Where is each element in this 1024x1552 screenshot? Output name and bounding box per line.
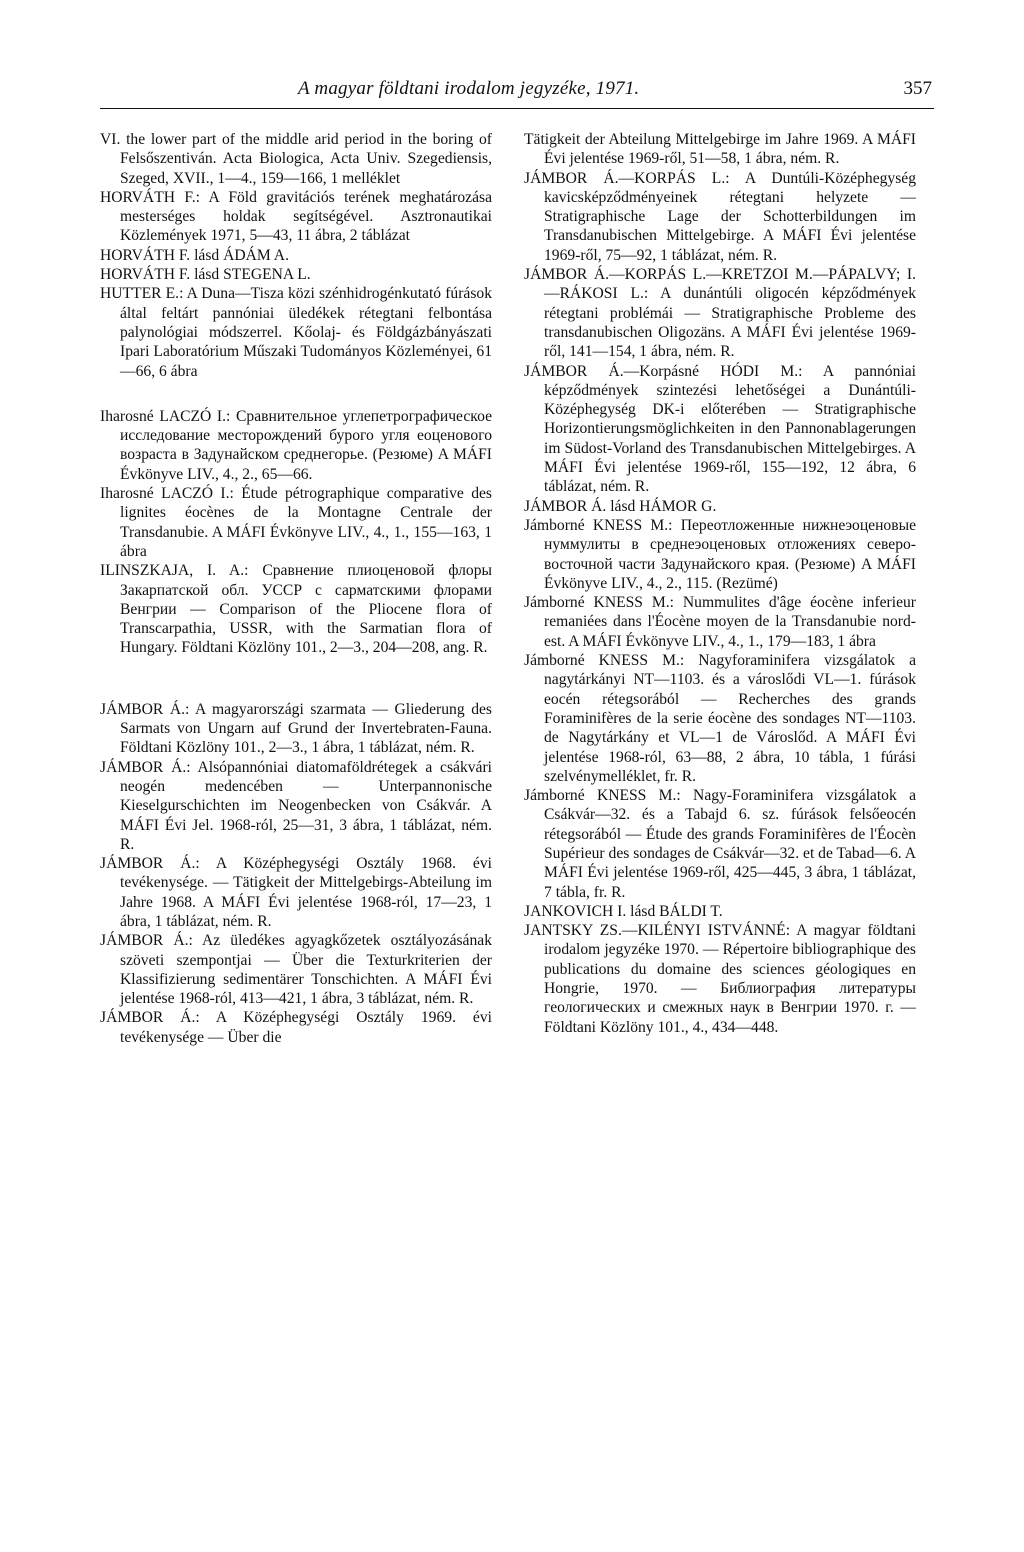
right-column (524, 130, 916, 1037)
bibliography-entry: JÁMBOR Á. lásd HÁMOR G. (524, 497, 717, 515)
bibliography-entry: Iharosné LACZÓ I.: Étude pétrographique comparative des lignites éocènes de la Montagne Centrale der Transdanubie. A MÁFI Évkönyve LIV., 4., 1., 155—163, 1 ábra (100, 485, 492, 560)
bibliography-entry: JÁMBOR Á.: A Középhegységi Osztály 1969. évi tevékenysége — Über die (100, 1009, 492, 1046)
running-header (100, 74, 934, 109)
bibliography-entry: HORVÁTH F. lásd ÁDÁM A. (100, 246, 289, 264)
bibliography-entry: Jámborné KNESS M.: Nagy-Foraminifera vizsgálatok a Csákvár—32. és a Tabajd 6. sz. fúrások felsőeocén rétegsorából — Étude des grands Foraminifères de l'Éocèn Supérieur des sondages de Csákvár—32. et de Tabad—6. A MÁFI Évi jelentése 1969-ről, 425—445, 3 ábra, 1 táblázat, 7 tábla, fr. R. (524, 787, 916, 901)
bibliography-entry: HORVÁTH F. lásd STEGENA L. (100, 266, 311, 284)
bibliography-entry: JANKOVICH I. lásd BÁLDI T. (524, 902, 723, 920)
bibliography-entry: JÁMBOR Á.: A Középhegységi Osztály 1968. évi tevékenysége. — Tätigkeit der Mittelgebirgs-Abteilung im Jahre 1968. A MÁFI Évi jelentése 1968-ról, 17—23, 1 ábra, 1 táblázat, ném. R. (100, 855, 492, 930)
bibliography-entry: Jámborné KNESS M.: Переотложенные нижнеэоценовые нуммулиты в среднеэоценовых отложениях северо-восточной части Задунайского края. (Резюме) A MÁFI Évkönyve LIV., 4., 2., 115. (Rezümé) (524, 516, 916, 592)
left-column (100, 130, 492, 1047)
bibliography-entry-continued: Tätigkeit der Abteilung Mittelgebirge im Jahre 1969. A MÁFI Évi jelentése 1969-ről, 51—58, 1 ábra, ném. R. (524, 131, 916, 168)
bibliography-entry: JÁMBOR Á.: Az üledékes agyagkőzetek osztályozásának szöveti szempontjai — Über die Texturkriterien der Klassifizierung sedimentärer Tonschichten. A MÁFI Évi jelentése 1968-ról, 413—421, 1 ábra, 3 táblázat, ném. R. (100, 932, 492, 1008)
bibliography-entry: JÁMBOR Á.: Alsópannóniai diatomaföldrétegek a csákvári neogén medencében — Unterpannonische Kieselgurschichten im Neogenbecken von Csákvár. A MÁFI Évi Jel. 1968-ról, 25—31, 3 ábra, 1 táblázat, ném. R. (100, 758, 492, 853)
bibliography-entry: Jámborné KNESS M.: Nummulites d'âge éocène inferieur remaniées dans l'Éocène moyen de la Transdanubie nord-est. A MÁFI Évkönyve LIV., 4., 1., 179—183, 1 ábra (524, 594, 916, 650)
bibliography-entry: JÁMBOR Á.: A magyarországi szarmata — Gliederung des Sarmats von Ungarn auf Grund der Invertebraten-Fauna. Földtani Közlöny 101., 2—3., 1 ábra, 1 táblázat, ném. R. (100, 700, 492, 757)
bibliography-entry: JÁMBOR Á.—KORPÁS L.—KRETZOI M.—PÁPALVY; I.—RÁKOSI L.: A dunántúli oligocén képződmények rétegtani problémái — Stratigraphische Probleme des transdanubischen Oligozäns. A MÁFI Évi jelentése 1969-ről, 141—154, 1 ábra, ném. R. (524, 266, 916, 361)
page-number: 357 (903, 78, 932, 99)
bibliography-entry: Iharosné LACZÓ I.: Сравнительное углепетрографическое исследование месторождений бурого угля еоценового возраста в Задунайском среднегорье. (Резюме) A MÁFI Évkönyve LIV., 4., 2., 65—66. (100, 407, 492, 483)
bibliography-entry: HORVÁTH F.: A Föld gravitációs terének meghatározása mesterséges holdak segítségével. Asztronautikai Közlemények 1971, 5—43, 11 ábra, 2 táblázat (100, 188, 492, 245)
bibliography-entry: Jámborné KNESS M.: Nagyforaminifera vizsgálatok a nagytárkányi NT—1103. és a városlődi VL—1. fúrások eocén rétegsorából — Recherches des grands Foraminifères de la serie éocène des sondages NT—1103. de Nagytárkány et VL—1 de Városlőd. A MÁFI Évi jelentése 1968-ról, 63—88, 2 ábra, 10 tábla, 1 fúrási szelvénymelléklet, fr. R. (524, 652, 916, 785)
bibliography-entry: HUTTER E.: A Duna—Tisza közi szénhidrogénkutató fúrások által feltárt pannóniai üledékek rétegtani felbontása palynológiai módszerrel. Kőolaj- és Földgázbányászati Ipari Laboratórium Műszaki Tudományos Közleményei, 61—66, 6 ábra (100, 285, 492, 380)
bibliography-entry: VI. the lower part of the middle arid period in the boring of Felsőszentiván. Acta Biologica, Acta Univ. Szegediensis, Szeged, XVII., 1—4., 159—166, 1 melléklet (100, 131, 492, 187)
bibliography-entry: JÁMBOR Á.—Korpásné HÓDI M.: A pannóniai képződmények szintezési lehetőségei a Dunántúli-Középhegység DK-i előterében — Stratigraphische Horizontierungsmöglichkeiten in den Pannonablagerungen im Südost-Vorland des Transdanubischen Mittelgebirges. A MÁFI Évi jelentése 1969-ről, 155—192, 12 ábra, 6 táblázat, ném. R. (524, 362, 916, 496)
bibliography-entry: JÁMBOR Á.—KORPÁS L.: A Duntúli-Középhegység kavicsképződményeinek rétegtani helyzete — Stratigraphische Lage der Schotterbildungen im Transdanubischen Mittelgebirge. A MÁFI Évi jelentése 1969-ről, 75—92, 1 táblázat, ném. R. (524, 169, 916, 264)
bibliography-entry: JANTSKY ZS.—KILÉNYI ISTVÁNNÉ: A magyar földtani irodalom jegyzéke 1970. — Répertoire bibliographique des publications du domaine des sciences géologiques en Hongrie, 1970. — Библиография литературы геологических и смежных наук в Венгрии 1970. г. — Földtani Közlöny 101., 4., 434—448. (524, 922, 916, 1036)
running-title: A magyar földtani irodalom jegyzéke, 1971. (298, 78, 640, 99)
bibliography-entry: ILINSZKAJA, I. A.: Сравнение плиоценовой флоры Закарпатской обл. УССР с сарматскими флорами Венгрии — Comparison of the Pliocene flora of Transcarpathia, USSR, with the Sarmatian flora of Hungary. Földtani Közlöny 101., 2—3., 204—208, ang. R. (100, 562, 492, 657)
